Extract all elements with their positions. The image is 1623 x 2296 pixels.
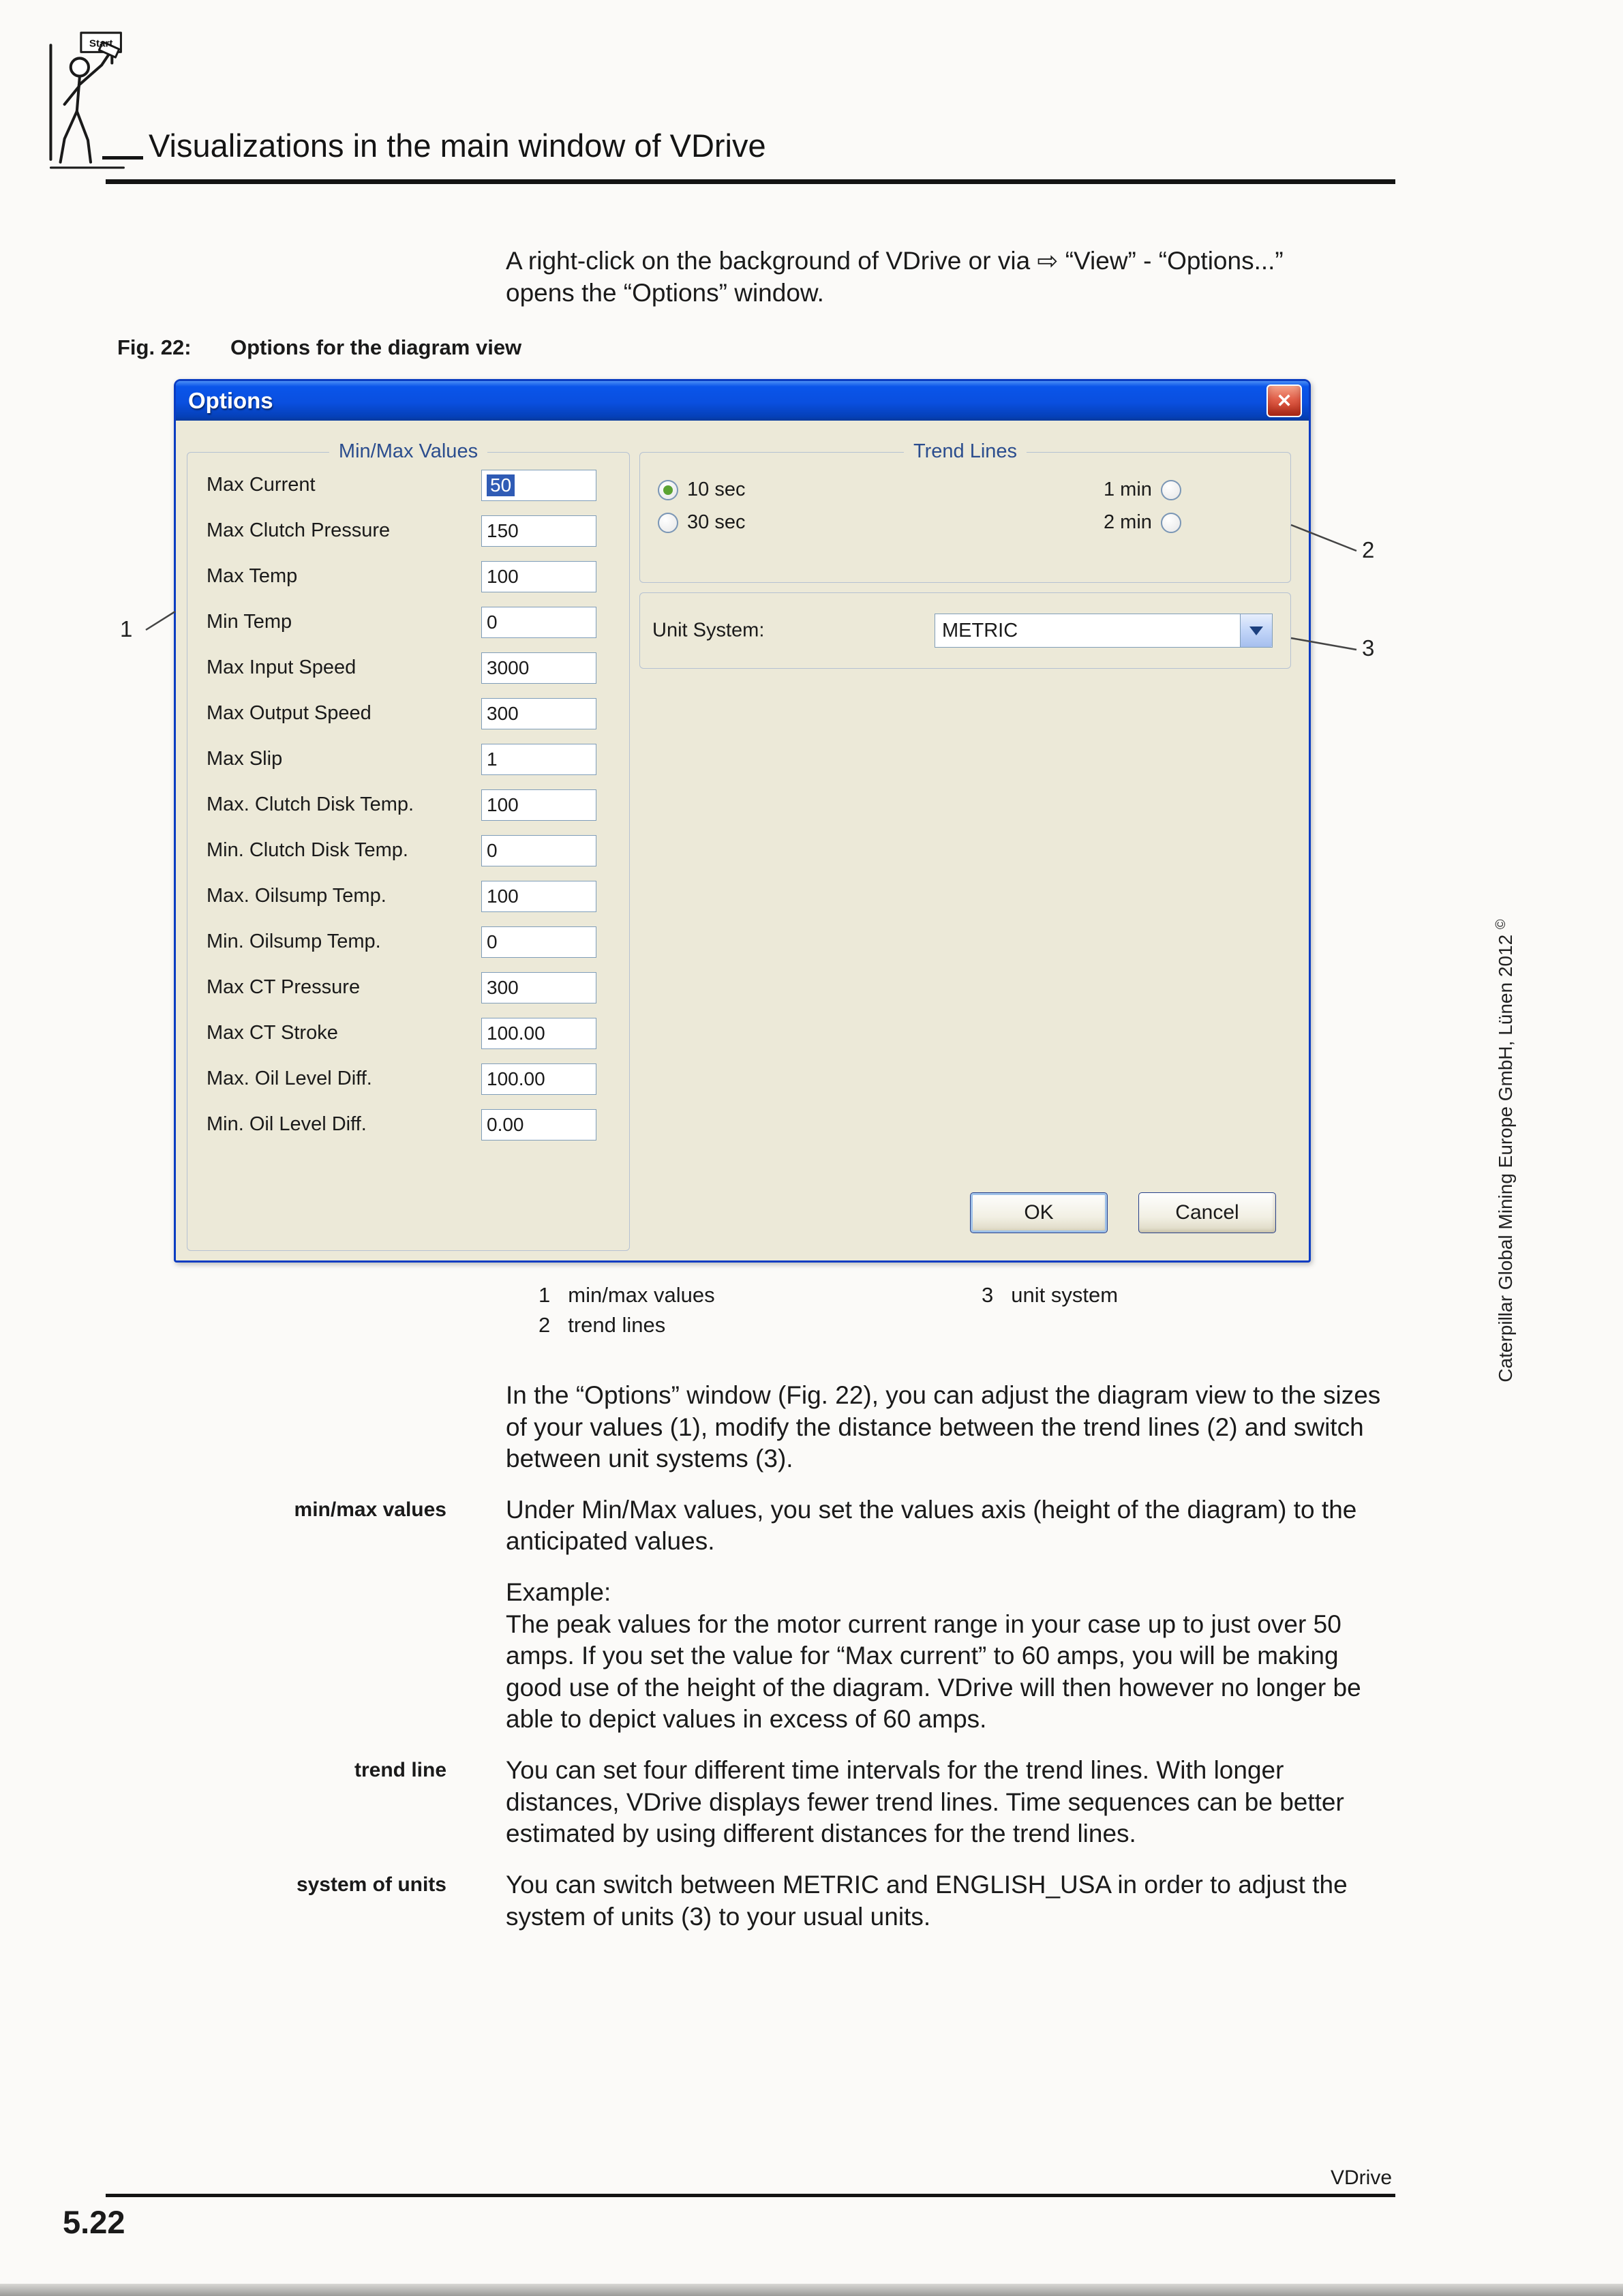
trend-lines-group	[639, 440, 1291, 583]
radio-icon	[1161, 480, 1181, 500]
options-dialog	[174, 379, 1311, 1263]
trend-group-title: Trend Lines	[904, 440, 1027, 463]
legend-text: min/max values	[568, 1283, 715, 1307]
unit-system-select[interactable]	[935, 614, 1273, 648]
close-icon: ✕	[1276, 390, 1292, 411]
field-row	[187, 782, 629, 828]
field-row	[187, 554, 629, 599]
field-label: Max Slip	[207, 748, 283, 770]
dialog-titlebar[interactable]	[176, 381, 1309, 421]
max-slip-input[interactable]: 1	[481, 744, 596, 775]
figure-caption: Options for the diagram view	[230, 335, 522, 359]
radio-2min[interactable]	[1104, 511, 1181, 534]
footer-product-name: VDrive	[1330, 2166, 1392, 2189]
minmax-fields	[187, 462, 629, 1147]
max-temp-input[interactable]: 100	[481, 561, 596, 592]
field-row	[187, 691, 629, 736]
max-clutch-pressure-input[interactable]: 150	[481, 515, 596, 547]
legend-item	[982, 1283, 1118, 1308]
legend-text: trend lines	[568, 1313, 666, 1337]
radio-10sec[interactable]	[658, 479, 745, 501]
section-margin-label	[0, 1577, 506, 1736]
field-label: Min Temp	[207, 611, 292, 633]
ok-button-label: OK	[1024, 1201, 1054, 1224]
miner-start-icon	[45, 27, 135, 172]
unit-system-value: METRIC	[942, 619, 1018, 641]
max-output-speed-input[interactable]: 300	[481, 698, 596, 729]
legend-item	[539, 1313, 665, 1338]
field-row	[187, 873, 629, 919]
dropdown-button[interactable]	[1240, 614, 1272, 647]
field-label: Max Output Speed	[207, 702, 371, 724]
radio-label: 1 min	[1104, 479, 1152, 500]
field-label: Max Current	[207, 474, 316, 496]
field-row	[187, 828, 629, 873]
max-current-input[interactable]: 50	[481, 470, 596, 501]
field-label: Max CT Pressure	[207, 976, 361, 998]
field-label: Max Clutch Pressure	[207, 519, 391, 541]
copyright-icon: ©	[1493, 919, 1508, 930]
field-label: Max. Oilsump Temp.	[207, 885, 386, 907]
field-label: Min. Oil Level Diff.	[207, 1113, 367, 1135]
section	[0, 1577, 1394, 1736]
field-row	[187, 645, 629, 691]
icon-flag-label: Start	[89, 37, 113, 50]
copyright-text: Caterpillar Global Mining Europe GmbH, Lünen 2012	[1495, 934, 1517, 1383]
dialog-body	[176, 421, 1309, 1260]
section-text: In the “Options” window (Fig. 22), you can adjust the diagram view to the sizes of your values (1), modify the distance between the trend lines (2) and switch between unit systems (3).	[506, 1381, 1381, 1473]
section-text: You can set four different time intervals for the trend lines. With longer distances, VDrive displays fewer trend lines. Time sequences can be better estimated by using different distances for the trend lines.	[506, 1756, 1344, 1848]
unit-system-label: Unit System:	[652, 619, 765, 641]
field-label: Min. Clutch Disk Temp.	[207, 839, 408, 861]
ok-button[interactable]	[970, 1192, 1108, 1233]
section-margin-label: system of units	[296, 1873, 446, 1896]
page-title: Visualizations in the main window of VDrive	[149, 127, 766, 164]
radio-label: 30 sec	[687, 511, 746, 533]
section-text: Example: The peak values for the motor current range in your case up to just over 50 amps. If you set the value for “Max current” to 60 amps, you will be making good use of the height of the diagram. VDrive will then however no longer be able to depict values in excess of 60 amps.	[506, 1578, 1361, 1734]
cancel-button-label: Cancel	[1175, 1201, 1239, 1224]
field-row	[187, 508, 629, 554]
legend-num: 3	[982, 1283, 994, 1307]
legend-num: 2	[539, 1313, 551, 1337]
field-label: Max Input Speed	[207, 656, 357, 678]
max-oilsump-temp-input[interactable]: 100	[481, 881, 596, 912]
radio-label: 10 sec	[687, 479, 746, 500]
field-label: Max CT Stroke	[207, 1022, 338, 1044]
copyright-note	[1493, 919, 1517, 1382]
field-row	[187, 1102, 629, 1147]
footer-rule	[106, 2194, 1395, 2197]
section	[0, 1380, 1394, 1475]
min-oil-level-diff-input[interactable]: 0.00	[481, 1109, 596, 1141]
radio-30sec[interactable]	[658, 511, 745, 534]
callout-3: 3	[1362, 635, 1375, 661]
max-clutch-disk-temp-input[interactable]: 100	[481, 789, 596, 821]
radio-icon	[658, 513, 678, 533]
max-ct-pressure-input[interactable]: 300	[481, 972, 596, 1003]
field-label: Max Temp	[207, 565, 298, 587]
section-margin-label: min/max values	[294, 1498, 446, 1521]
callout-2: 2	[1362, 537, 1375, 562]
minmax-group-title: Min/Max Values	[329, 440, 487, 463]
max-oil-level-diff-input[interactable]: 100.00	[481, 1063, 596, 1095]
page-number: 5.22	[63, 2204, 125, 2240]
cancel-button[interactable]	[1138, 1192, 1276, 1233]
title-rule	[106, 179, 1395, 184]
field-label: Max. Clutch Disk Temp.	[207, 794, 414, 815]
legend-item	[539, 1283, 715, 1308]
min-oilsump-temp-input[interactable]: 0	[481, 926, 596, 958]
min-temp-input[interactable]: 0	[481, 607, 596, 638]
section-text: You can switch between METRIC and ENGLISH_USA in order to adjust the system of units (3) to your usual units.	[506, 1870, 1348, 1931]
title-connector-line	[102, 156, 143, 160]
minmax-values-group	[187, 440, 630, 1251]
field-row	[187, 1056, 629, 1102]
intro-text: A right-click on the background of VDrive or via ⇨ “View” - “Options...” opens the “Options” window.	[506, 247, 1284, 307]
callout-1: 1	[120, 616, 133, 641]
radio-icon	[1161, 513, 1181, 533]
section-text: Under Min/Max values, you set the values axis (height of the diagram) to the anticipated values.	[506, 1495, 1357, 1556]
field-row	[187, 462, 629, 508]
legend-text: unit system	[1011, 1283, 1119, 1307]
close-button[interactable]	[1266, 384, 1302, 417]
max-input-speed-input[interactable]: 3000	[481, 652, 596, 684]
field-label: Max. Oil Level Diff.	[207, 1068, 372, 1089]
field-row	[187, 965, 629, 1010]
section-margin-label: trend line	[354, 1759, 446, 1782]
radio-label: 2 min	[1104, 511, 1152, 533]
figure-label: Fig. 22:	[117, 335, 192, 359]
field-row	[187, 599, 629, 645]
radio-selected-icon	[658, 480, 678, 500]
unit-system-group	[639, 592, 1291, 669]
radio-1min[interactable]	[1104, 479, 1181, 501]
field-row	[187, 919, 629, 965]
field-label: Min. Oilsump Temp.	[207, 931, 381, 952]
section	[0, 1869, 1394, 1933]
field-row	[187, 736, 629, 782]
dialog-title: Options	[188, 388, 273, 413]
field-row	[187, 1010, 629, 1056]
section	[0, 1494, 1394, 1558]
legend-num: 1	[539, 1283, 551, 1307]
body-sections	[0, 1380, 1394, 1952]
max-ct-stroke-input[interactable]: 100.00	[481, 1018, 596, 1049]
section-margin-label	[0, 1380, 506, 1475]
page-bottom-edge	[0, 2284, 1623, 2296]
min-clutch-disk-temp-input[interactable]: 0	[481, 835, 596, 866]
section	[0, 1755, 1394, 1850]
chevron-down-icon	[1249, 626, 1263, 635]
